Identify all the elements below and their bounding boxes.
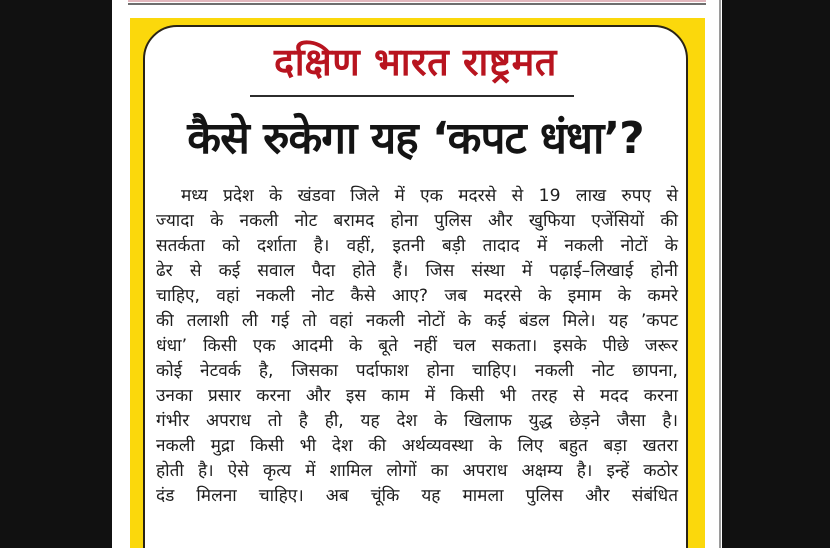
body-line: होती है। ऐसे कृत्य में शामिल लोगों का अपराध अक्षम्य है। इन्हें कठोर <box>156 461 678 481</box>
editorial-box <box>143 25 688 548</box>
body-line: उनका प्रसार करना और इस काम में किसी भी तरह से मदद करना <box>156 386 678 406</box>
editorial-body <box>156 184 678 509</box>
editorial-frame <box>130 18 705 548</box>
page-edge-line <box>719 0 721 548</box>
newspaper-masthead: दक्षिण भारत राष्ट्रमत <box>274 40 557 84</box>
editorial-headline: कैसे रुकेगा यह ‘कपट धंधा’? <box>187 113 644 164</box>
body-line: दंड मिलना चाहिए। अब चूंकि यह मामला पुलिस और संबंधित <box>156 486 678 506</box>
body-line: चाहिए, वहां नकली नोट कैसे आए? जब मदरसे के इमाम के कमरे <box>156 286 678 306</box>
newspaper-page <box>112 0 722 548</box>
body-line: की तलाशी ली गई तो वहां नकली नोटों के कई बंडल मिले। यह ’कपट <box>156 311 678 331</box>
body-line: मध्य प्रदेश के खंडवा जिले में एक मदरसे से 19 लाख रुपए से <box>181 186 678 206</box>
body-line: धंधा’ किसी एक आदमी के बूते नहीं चल सकता। इसके पीछे जरूर <box>156 336 678 356</box>
body-line: सतर्कता को दर्शाता है। वहीं, इतनी बड़ी तादाद में नकली नोटों के <box>156 236 678 256</box>
body-line: ज्यादा के नकली नोट बरामद होना पुलिस और खुफिया एजेंसियों की <box>156 211 678 231</box>
body-line: नकली मुद्रा किसी भी देश की अर्थव्यवस्था के लिए बहुत बड़ा खतरा <box>156 436 678 456</box>
body-line: कोई नेटवर्क है, जिसका पर्दाफाश होना चाहिए। नकली नोट छापना, <box>156 361 678 381</box>
top-rule-pink <box>128 0 706 2</box>
top-rule-gray <box>128 3 706 5</box>
masthead-divider <box>250 95 574 97</box>
body-line: ढेर से कई सवाल पैदा होते हैं। जिस संस्था में पढ़ाई–लिखाई होनी <box>156 261 678 281</box>
body-line: गंभीर अपराध तो है ही, यह देश के खिलाफ युद्ध छेड़ने जैसा है। <box>156 411 678 431</box>
